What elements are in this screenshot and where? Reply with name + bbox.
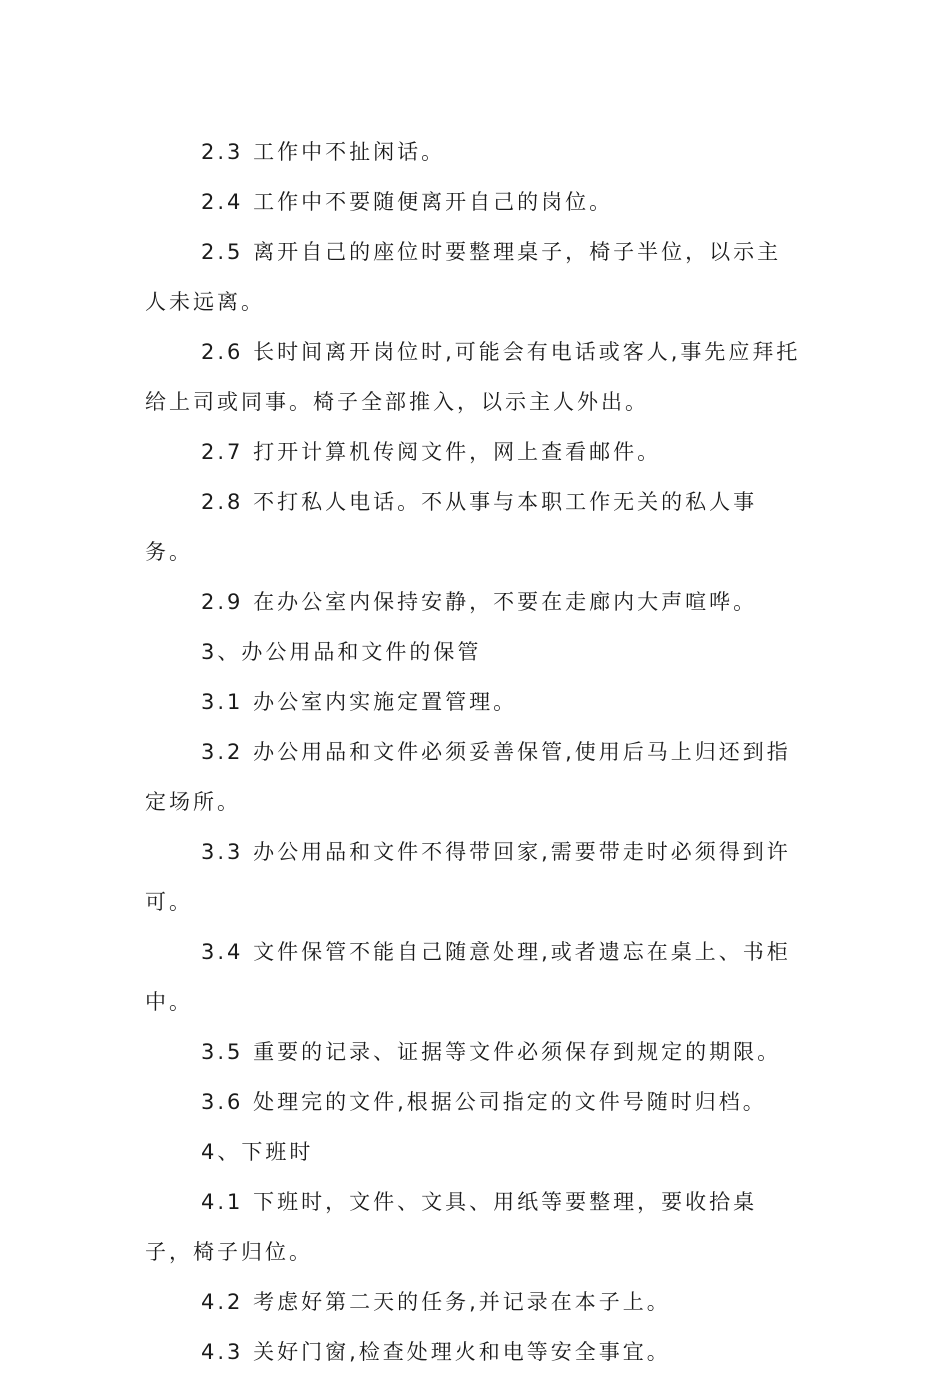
paragraph-2-6: 2.6 长时间离开岗位时,可能会有电话或客人,事先应拜托给上司或同事。椅子全部推入，以示主人外出。 — [145, 340, 801, 414]
paragraph-3-4: 3.4 文件保管不能自己随意处理,或者遗忘在桌上、书柜中。 — [145, 940, 791, 1014]
paragraph-2-3: 2.3 工作中不扯闲话。 — [201, 140, 446, 164]
paragraph-4-1: 4.1 下班时，文件、文具、用纸等要整理，要收拾桌子，椅子归位。 — [145, 1190, 758, 1264]
section-heading-3: 3、办公用品和文件的保管 — [201, 640, 482, 664]
paragraph-4-2: 4.2 考虑好第二天的任务,并记录在本子上。 — [201, 1290, 671, 1314]
paragraph-2-8: 2.8 不打私人电话。不从事与本职工作无关的私人事务。 — [145, 490, 758, 564]
paragraph-4-3: 4.3 关好门窗,检查处理火和电等安全事宜。 — [201, 1340, 671, 1364]
paragraph-3-3: 3.3 办公用品和文件不得带回家,需要带走时必须得到许可。 — [145, 840, 791, 914]
paragraph-2-7: 2.7 打开计算机传阅文件，网上查看邮件。 — [201, 440, 662, 464]
paragraph-3-1: 3.1 办公室内实施定置管理。 — [201, 690, 518, 714]
paragraph-3-2: 3.2 办公用品和文件必须妥善保管,使用后马上归还到指定场所。 — [145, 740, 791, 814]
paragraph-2-5: 2.5 离开自己的座位时要整理桌子，椅子半位，以示主人未远离。 — [145, 240, 782, 314]
document-body — [145, 127, 805, 1377]
paragraph-3-6: 3.6 处理完的文件,根据公司指定的文件号随时归档。 — [201, 1090, 767, 1114]
paragraph-2-4: 2.4 工作中不要随便离开自己的岗位。 — [201, 190, 614, 214]
paragraph-2-9: 2.9 在办公室内保持安静，不要在走廊内大声喧哗。 — [201, 590, 758, 614]
section-heading-4: 4、下班时 — [201, 1140, 314, 1164]
paragraph-3-5: 3.5 重要的记录、证据等文件必须保存到规定的期限。 — [201, 1040, 782, 1064]
